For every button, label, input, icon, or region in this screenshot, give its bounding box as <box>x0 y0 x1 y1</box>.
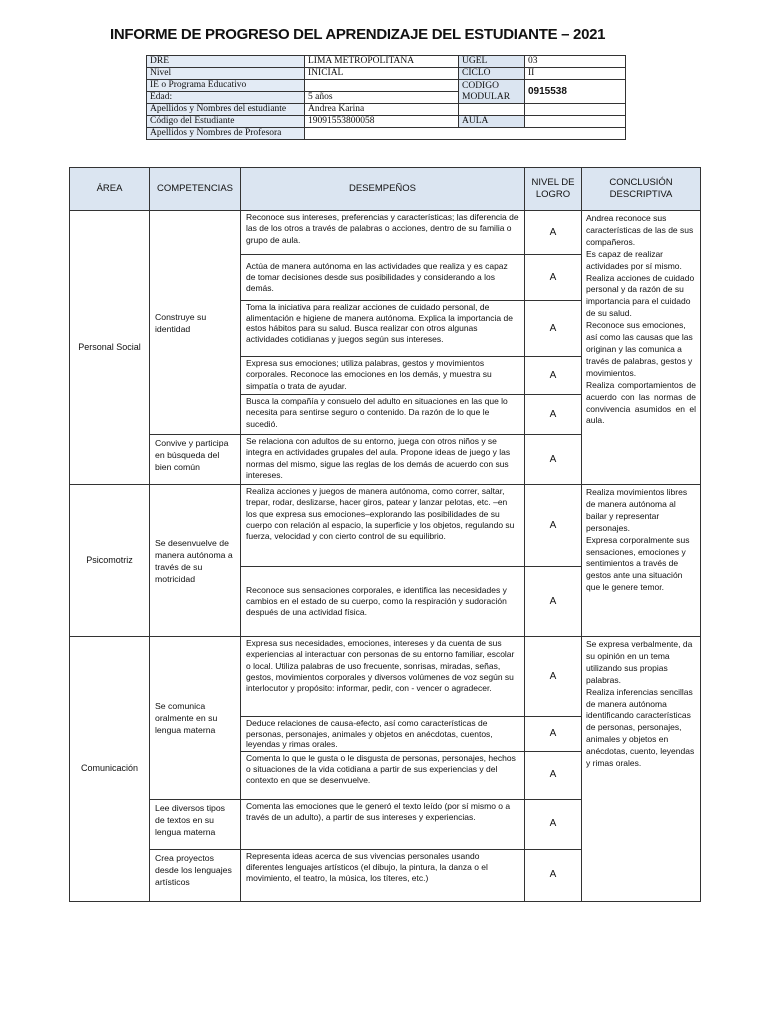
competencia-se-desenvuelve: Se desenvuelve de manera autónoma a través de su motricidad <box>150 485 241 637</box>
conclusion-line: Se expresa verbalmente, da su opinión en un tema utilizando sus propias palabras. <box>586 639 693 685</box>
ciclo-value: II <box>525 68 626 80</box>
info-row-nombres <box>147 104 626 116</box>
info-row-ie <box>147 80 626 92</box>
header-competencias: COMPETENCIAS <box>150 168 241 211</box>
ie-label: IE o Programa Educativo <box>147 80 305 92</box>
desempeno-cell: Expresa sus emociones; utiliza palabras, gestos y movimientos corporales. Reconoce las emociones en los demás, y muestra su simpatía o trata de ayudar. <box>241 357 525 395</box>
profesora-label: Apellidos y Nombres de Profesora <box>147 128 305 140</box>
info-row-codigo <box>147 116 626 128</box>
conclusion-personal-social <box>582 211 701 485</box>
conclusion-comunicacion <box>582 637 701 902</box>
area-comunicacion: Comunicación <box>70 637 150 902</box>
conclusion-line: Reconoce sus emociones, así como las causas que las originan y las comunica a través de palabras, gestos y movimientos. <box>586 320 693 378</box>
student-info-table <box>146 55 626 140</box>
table-row <box>70 485 701 567</box>
desempeno-cell: Expresa sus necesidades, emociones, intereses y da cuenta de sus experiencias al interactuar con personas de su entorno familiar, escolar o local. Utiliza palabras de uso frecuente, sonrisas, miradas, señas, gestos, movimientos corporales y diversos volúmenes de voz según su interlocutor y propósito: informar, pedir, con - vencer o agradecer. <box>241 637 525 717</box>
nombres-empty-2 <box>525 104 626 116</box>
nombres-label: Apellidos y Nombres del estudiante <box>147 104 305 116</box>
header-area: ÁREA <box>70 168 150 211</box>
nivel-logro-cell: A <box>525 211 582 255</box>
nivel-logro-cell: A <box>525 301 582 357</box>
desempeno-cell: Toma la iniciativa para realizar acciones de cuidado personal, de alimentación e higiene de manera autónoma. Explica la importancia de estos hábitos para su salud. Busca realizar con otros algunas actividades cotidianas y juegos según sus intereses. <box>241 301 525 357</box>
area-psicomotriz: Psicomotriz <box>70 485 150 637</box>
conclusion-line: Realiza inferencias sencillas de manera autónoma identificando características de personas, personajes, animales y objetos en anécdotas, cuento, leyendas y rimas orales. <box>586 686 695 769</box>
info-row-profesora <box>147 128 626 140</box>
nivel-logro-cell: A <box>525 799 582 849</box>
conclusion-line: Andrea reconoce sus características de las de sus compañeros. <box>586 213 694 247</box>
desempeno-cell: Representa ideas acerca de sus vivencias personales usando diferentes lenguajes artísticos (el dibujo, la pintura, la danza o el movimiento, el teatro, la música, los títeres, etc.) <box>241 849 525 901</box>
nombres-empty-1 <box>459 104 525 116</box>
conclusion-line: Realiza acciones de cuidado personal y da razón de su importancia para el cuidado de su salud. <box>586 272 695 319</box>
table-row <box>70 211 701 255</box>
nivel-logro-cell: A <box>525 435 582 485</box>
competencia-se-comunica: Se comunica oralmente en su lengua materna <box>150 637 241 800</box>
dre-label: DRE <box>147 56 305 68</box>
desempeno-cell: Realiza acciones y juegos de manera autónoma, como correr, saltar, trepar, rodar, deslizarse, hacer giros, patear y lanzar pelotas, etc. –en los que expresa sus emociones–explorando las posibilidades de su cuerpo con relación al espacio, la superficie y los objetos, regulando su fuerza, velocidad y con cierto control de su equilibrio. <box>241 485 525 567</box>
codigo-estudiante-label: Código del Estudiante <box>147 116 305 128</box>
desempeno-cell: Deduce relaciones de causa-efecto, así como características de personas, personajes, animales y objetos en anécdotas, cuentos, leyendas y rimas orales. <box>241 717 525 752</box>
info-row-dre <box>147 56 626 68</box>
nivel-logro-cell: A <box>525 567 582 637</box>
profesora-value <box>305 128 626 140</box>
table-row <box>70 637 701 717</box>
ie-value <box>305 80 459 92</box>
conclusion-line: Expresa corporalmente sus sensaciones, emociones y sentimientos a través de gestos ante una situación que le genere temor. <box>586 534 690 593</box>
nivel-logro-cell: A <box>525 751 582 799</box>
nivel-label: Nivel <box>147 68 305 80</box>
header-conclusion: CONCLUSIÓN DESCRIPTIVA <box>582 168 701 211</box>
desempeno-cell: Reconoce sus sensaciones corporales, e identifica las necesidades y cambios en el estado de su cuerpo, como la respiración y sudoración después de una actividad física. <box>241 567 525 637</box>
competencia-convive: Convive y participa en búsqueda del bien común <box>150 435 241 485</box>
ciclo-label: CICLO <box>459 68 525 80</box>
dre-value: LIMA METROPOLITANA <box>305 56 459 68</box>
nivel-logro-cell: A <box>525 357 582 395</box>
conclusion-psicomotriz <box>582 485 701 637</box>
desempeno-cell: Se relaciona con adultos de su entorno, juega con otros niños y se integra en actividades grupales del aula. Propone ideas de juego y las normas del mismo, sigue las reglas de los demás de acuerdo con sus intereses. <box>241 435 525 485</box>
competencia-crea-proyectos: Crea proyectos desde los lenguajes artísticos <box>150 849 241 901</box>
nombres-value: Andrea Karina <box>305 104 459 116</box>
edad-value: 5 años <box>305 92 459 104</box>
info-row-nivel <box>147 68 626 80</box>
nivel-logro-cell: A <box>525 395 582 435</box>
nivel-value: INICIAL <box>305 68 459 80</box>
header-desempenos: DESEMPEÑOS <box>241 168 525 211</box>
nivel-logro-cell: A <box>525 255 582 301</box>
desempeno-cell: Comenta las emociones que le generó el texto leído (por sí mismo o a través de un adulto), a partir de sus intereses y experiencias. <box>241 799 525 849</box>
header-nivel: NIVEL DE LOGRO <box>525 168 582 211</box>
desempeno-cell: Comenta lo que le gusta o le disgusta de personas, personajes, hechos o situaciones de la vida cotidiana a partir de sus experiencias y del contexto en que se desenvuelve. <box>241 751 525 799</box>
competencia-lee-textos: Lee diversos tipos de textos en su lengua materna <box>150 799 241 849</box>
nivel-logro-cell: A <box>525 485 582 567</box>
desempeno-cell: Reconoce sus intereses, preferencias y características; las diferencia de las de los otros a través de palabras o acciones, dentro de su familia o grupo de aula. <box>241 211 525 255</box>
codigo-modular-label: CODIGO MODULAR <box>459 80 525 104</box>
nivel-logro-cell: A <box>525 637 582 717</box>
progress-table <box>69 167 701 902</box>
conclusion-line: Realiza movimientos libres de manera autónoma al bailar y representar personajes. <box>586 487 688 533</box>
ugel-value: 03 <box>525 56 626 68</box>
desempeno-cell: Actúa de manera autónoma en las actividades que realiza y es capaz de tomar decisiones desde sus posibilidades y considerando a los demás. <box>241 255 525 301</box>
conclusion-line: Realiza comportamientos de acuerdo con las normas de convivencia asumidos en el aula. <box>586 379 696 426</box>
report-title: INFORME DE PROGRESO DEL APRENDIZAJE DEL ESTUDIANTE – 2021 <box>110 26 606 43</box>
nivel-logro-cell: A <box>525 717 582 752</box>
table-header-row <box>70 168 701 211</box>
aula-value <box>525 116 626 128</box>
codigo-estudiante-value: 19091553800058 <box>305 116 459 128</box>
ugel-label: UGEL <box>459 56 525 68</box>
competencia-construye-identidad: Construye su identidad <box>150 211 241 435</box>
area-personal-social: Personal Social <box>70 211 150 485</box>
nivel-logro-cell: A <box>525 849 582 901</box>
desempeno-cell: Busca la compañía y consuelo del adulto en situaciones en las que lo necesita para sentirse seguro o contenido. Da razón de lo que le sucedió. <box>241 395 525 435</box>
aula-label: AULA <box>459 116 525 128</box>
conclusion-line: Es capaz de realizar actividades por sí mismo. <box>586 248 682 271</box>
edad-label: Edad: <box>147 92 305 104</box>
codigo-modular-value: 0915538 <box>525 80 626 104</box>
